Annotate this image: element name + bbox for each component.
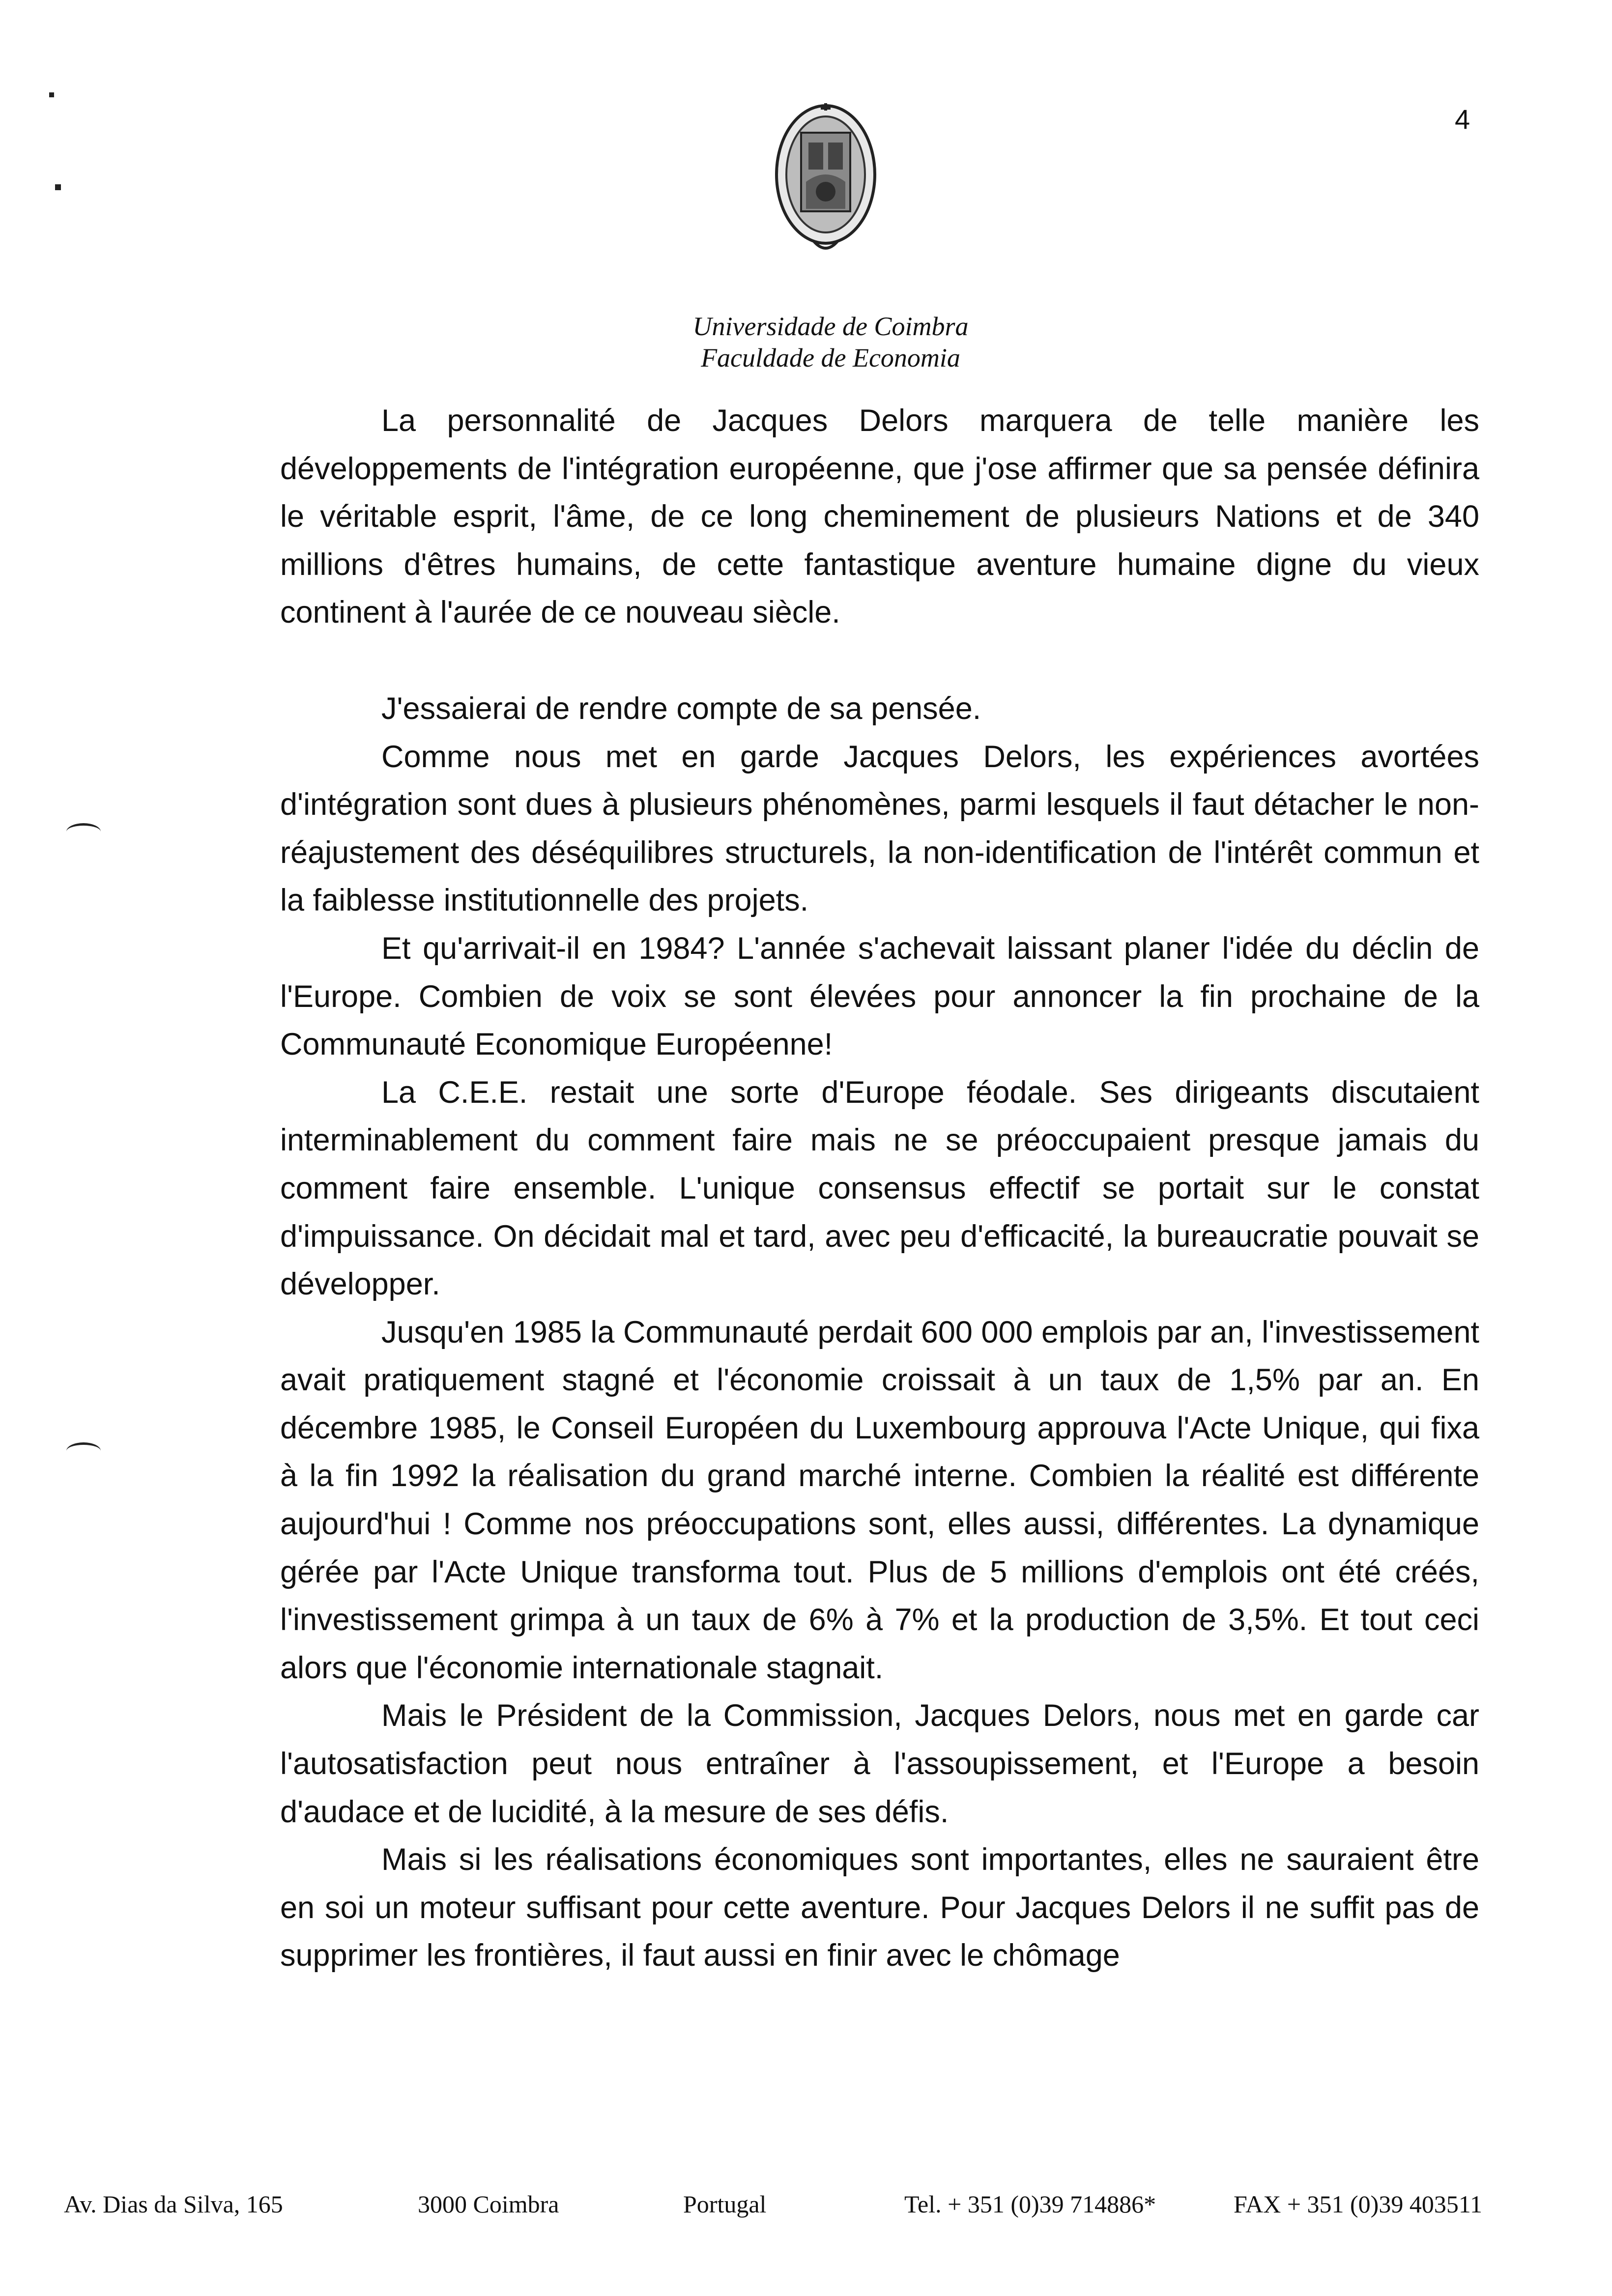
footer-city: 3000 Coimbra (418, 2190, 559, 2218)
footer-fax: FAX + 351 (0)39 403511 (1234, 2190, 1482, 2218)
letterhead (634, 311, 1027, 373)
margin-dot (55, 184, 61, 190)
university-name: Universidade de Coimbra (692, 312, 969, 341)
footer-address: Av. Dias da Silva, 165 (64, 2190, 283, 2218)
paragraph: Et qu'arrivait-il en 1984? L'année s'achevait laissant planer l'idée du déclin de l'Europe. Combien de voix se sont élevées pour annoncer la fin prochaine de la Communauté Economique Européenne! (280, 931, 1479, 1062)
university-seal-icon (767, 93, 885, 260)
footer (0, 2187, 1612, 2221)
footer-telephone: Tel. + 351 (0)39 714886* (904, 2190, 1156, 2218)
paragraph: La C.E.E. restait une sorte d'Europe féodale. Ses dirigeants discutaient interminablement du comment faire mais ne se préoccupaient presque jamais du comment faire ensemble. L'unique consensus effectif se portait sur le constat d'impuissance. On décidait mal et tard, avec peu d'efficacité, la bureaucratie pouvait se développer. (280, 1075, 1479, 1302)
faculty-name: Faculdade de Economia (701, 343, 960, 373)
body-text (280, 397, 1479, 1980)
footer-country: Portugal (683, 2190, 767, 2218)
paragraph: Mais si les réalisations économiques sont importantes, elles ne sauraient être en soi un moteur suffisant pour cette aventure. Pour Jacques Delors il ne suffit pas de supprimer les frontières, il faut aussi en finir avec le chômage (280, 1842, 1479, 1973)
paragraph: J'essaierai de rendre compte de sa pensée. (381, 691, 981, 726)
paragraph: Jusqu'en 1985 la Communauté perdait 600 000 emplois par an, l'investissement avait pratiquement stagné et l'économie croissait à un taux de 1,5% par an. En décembre 1985, le Conseil Européen du Luxembourg approuva l'Acte Unique, qui fixa à la fin 1992 la réalisation du grand marché interne. Combien la réalité est différente aujourd'hui ! Comme nos préoccupations sont, elles aussi, différentes. La dynamique gérée par l'Acte Unique transforma tout. Plus de 5 millions d'emplois ont été créés, l'investissement grimpa à un taux de 6% à 7% et la production de 3,5%. Et tout ceci alors que l'économie internationale stagnait. (280, 1315, 1479, 1685)
paragraph: Comme nous met en garde Jacques Delors, les expériences avortées d'intégration sont dues à plusieurs phénomènes, parmi lesquels il faut détacher le non-réajustement des déséquilibres structurels, la non-identification de l'intérêt commun et la faiblesse institutionnelle des projets. (280, 739, 1479, 918)
page-number: 4 (1455, 104, 1470, 135)
margin-arc (66, 823, 101, 840)
paragraph: La personnalité de Jacques Delors marquera de telle manière les développements de l'intégration européenne, que j'ose affirmer que sa pensée définira le véritable esprit, l'âme, de ce long cheminement de plusieurs Nations et de 340 millions d'êtres humains, de cette fantastique aventure humaine digne du vieux continent à l'aurée de ce nouveau siècle. (280, 403, 1479, 630)
paragraph: Mais le Président de la Commission, Jacques Delors, nous met en garde car l'autosatisfaction peut nous entraîner à l'assoupissement, et l'Europe a besoin d'audace et de lucidité, à la mesure de ses défis. (280, 1698, 1479, 1829)
margin-arc (66, 1442, 101, 1460)
margin-dot (49, 92, 54, 97)
